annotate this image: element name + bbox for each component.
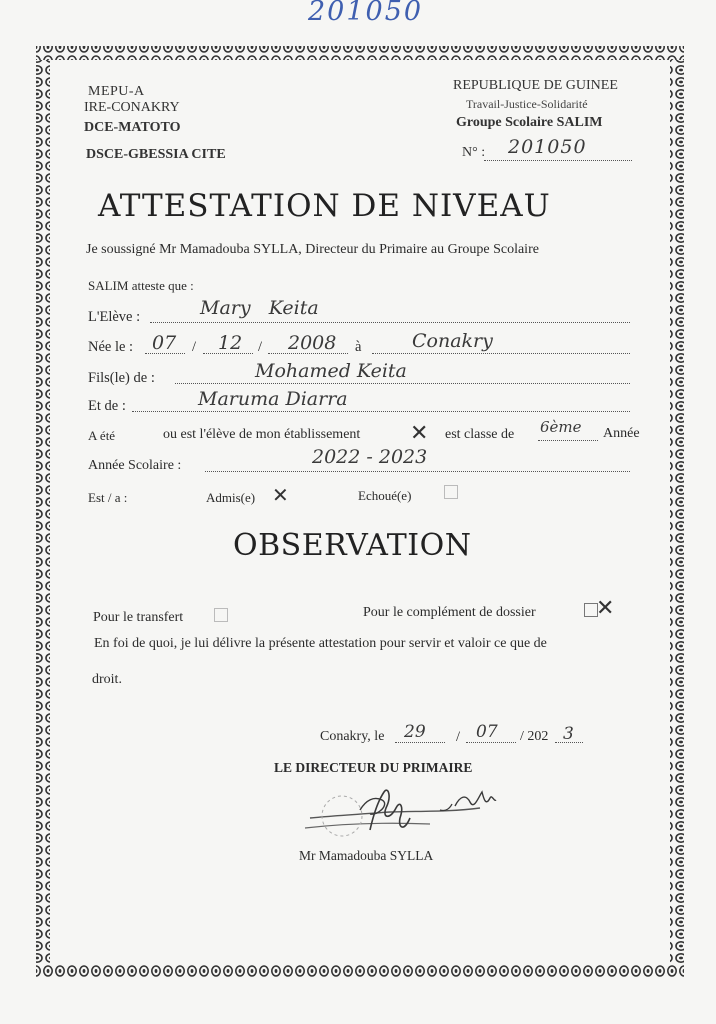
nee-day: 07 xyxy=(152,332,177,354)
director-signature xyxy=(300,778,520,848)
number-label: N° : xyxy=(462,145,486,160)
aete-label: A été xyxy=(88,428,116,443)
nee-slash-1: / xyxy=(192,339,197,355)
est-label: Est / a : xyxy=(88,490,128,505)
date-year-last: 3 xyxy=(563,724,574,744)
nee-month: 12 xyxy=(218,332,243,354)
eleve-line xyxy=(150,322,630,323)
etde-label: Et de : xyxy=(88,398,126,414)
annee-scolaire-label: Année Scolaire : xyxy=(88,458,182,473)
header-region: IRE-CONAKRY xyxy=(84,100,180,115)
classe-value: 6ème xyxy=(540,418,582,436)
observation-title: OBSERVATION xyxy=(233,528,472,563)
nee-label: Née le : xyxy=(88,339,134,355)
echoue-checkbox[interactable] xyxy=(444,485,458,499)
eleve-label: L'Elève : xyxy=(88,309,141,325)
intro-line-1: Je soussigné Mr Mamadouba SYLLA, Directeur du Primaire au Groupe Scolaire xyxy=(86,242,539,257)
director-title: LE DIRECTEUR DU PRIMAIRE xyxy=(274,760,473,775)
page-title: ATTESTATION DE NIVEAU xyxy=(98,188,551,224)
number-line xyxy=(484,160,632,161)
fils-value: Mohamed Keita xyxy=(255,360,407,382)
nee-place: Conakry xyxy=(412,330,493,352)
header-dsce: DSCE-GBESSIA CITE xyxy=(86,147,226,162)
header-country: REPUBLIQUE DE GUINEE xyxy=(453,78,618,93)
nee-year: 2008 xyxy=(288,332,337,354)
enfoi-line-2: droit. xyxy=(92,672,122,687)
header-motto: Travail-Justice-Solidarité xyxy=(466,97,588,111)
number-value: 201050 xyxy=(508,136,587,158)
etde-line xyxy=(132,411,630,412)
annee-scolaire-line xyxy=(205,471,630,472)
director-name: Mr Mamadouba SYLLA xyxy=(299,848,434,863)
date-label: Conakry, le xyxy=(320,729,385,744)
fils-label: Fils(le) de : xyxy=(88,370,155,386)
date-line-year xyxy=(555,742,583,743)
annee-label: Année xyxy=(603,426,640,441)
date-slash: / xyxy=(456,729,461,745)
date-line-month xyxy=(466,742,516,743)
complement-label: Pour le complément de dossier xyxy=(363,605,536,620)
admis-label: Admis(e) xyxy=(206,490,256,505)
date-line-day xyxy=(395,742,445,743)
eleve-etab-check-icon: ✕ xyxy=(410,421,429,446)
transfert-checkbox[interactable] xyxy=(214,608,228,622)
etde-value: Maruma Diarra xyxy=(198,388,348,410)
header-school: Groupe Scolaire SALIM xyxy=(456,115,603,130)
classe-line xyxy=(538,440,598,441)
date-year-prefix: / 202 xyxy=(520,729,549,744)
intro-line-2: SALIM atteste que : xyxy=(88,278,194,293)
eleve-etab-label: ou est l'élève de mon établissement xyxy=(163,427,361,442)
admis-check-icon: ✕ xyxy=(272,483,289,507)
echoue-label: Echoué(e) xyxy=(358,488,412,503)
eleve-value: Mary Keita xyxy=(200,297,319,319)
annee-scolaire-value: 2022 - 2023 xyxy=(312,446,428,468)
complement-check-icon: ✕ xyxy=(596,596,615,621)
date-month: 07 xyxy=(476,722,498,742)
transfert-label: Pour le transfert xyxy=(93,610,184,625)
nee-a-label: à xyxy=(355,339,362,355)
nee-slash-2: / xyxy=(258,339,263,355)
top-document-number: 201050 xyxy=(308,0,424,27)
header-ministry: MEPU-A xyxy=(88,84,145,99)
nee-line-place xyxy=(372,353,630,354)
classe-label: est classe de xyxy=(445,427,515,442)
header-dce: DCE-MATOTO xyxy=(84,120,181,135)
fils-line xyxy=(175,383,630,384)
date-day: 29 xyxy=(404,722,426,742)
enfoi-line-1: En foi de quoi, je lui délivre la présente attestation pour servir et valoir ce que de xyxy=(94,636,547,651)
